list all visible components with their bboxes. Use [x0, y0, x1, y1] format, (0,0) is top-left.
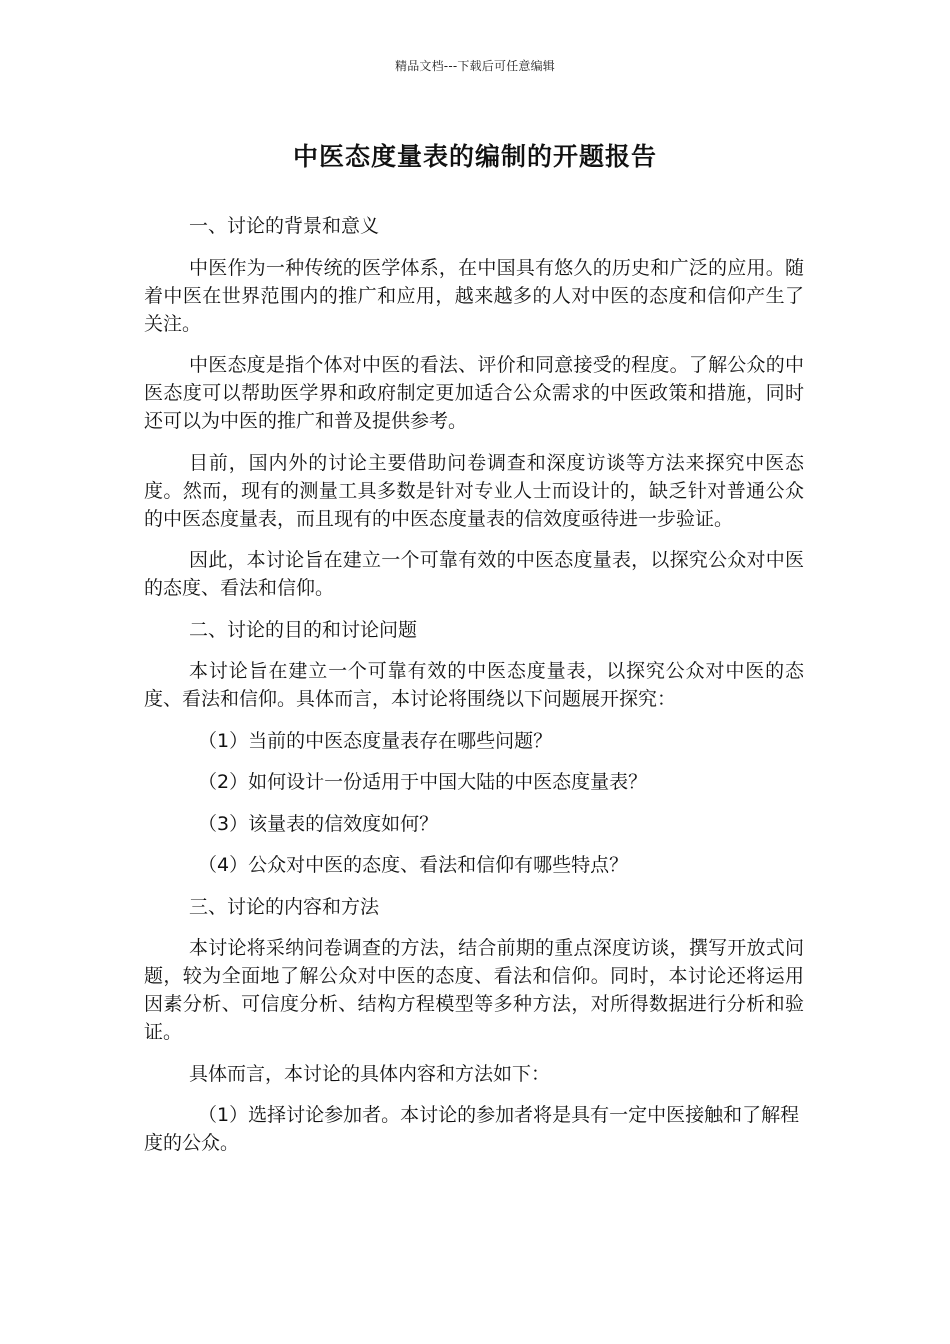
paragraph: 具体而言，本讨论的具体内容和方法如下： — [189, 1062, 551, 1085]
paragraph: 中医态度是指个体对中医的看法、评价和同意接受的程度。了解公众的中医态度可以帮助医学界和政府制定更加适合公众需求的中医政策和措施，同时还可以为中医的推广和普及提供参考。 — [144, 354, 804, 432]
paragraph: 目前，国内外的讨论主要借助问卷调查和深度访谈等方法来探究中医态度。然而，现有的测量工具多数是针对专业人士而设计的，缺乏针对普通公众的中医态度量表，而且现有的中医态度量表的信效度亟待进一步验证。 — [144, 451, 804, 530]
question-item: （1）当前的中医态度量表存在哪些问题？ — [198, 729, 553, 752]
section-heading-purpose: 二、讨论的目的和讨论问题 — [189, 618, 418, 641]
method-item: （1）选择讨论参加者。本讨论的参加者将是具有一定中医接触和了解程度的公众。 — [144, 1104, 800, 1154]
document-title: 中医态度量表的编制的开题报告 — [292, 142, 657, 171]
section-heading-background: 一、讨论的背景和意义 — [189, 215, 380, 237]
page-header-note: 精品文档---下载后可任意编辑 — [395, 59, 555, 73]
paragraph: 本讨论将采纳问卷调查的方法，结合前期的重点深度访谈，撰写开放式问题，较为全面地了解公众对中医的态度、看法和信仰。同时，本讨论还将运用因素分析、可信度分析、结构方程模型等多种方法，对所得数据进行分析和验证。 — [144, 937, 804, 1043]
question-item: （2）如何设计一份适用于中国大陆的中医态度量表？ — [198, 771, 648, 793]
paragraph: 中医作为一种传统的医学体系，在中国具有悠久的历史和广泛的应用。随着中医在世界范围内的推广和应用，越来越多的人对中医的态度和信仰产生了关注。 — [144, 256, 804, 335]
document-body — [144, 212, 804, 1171]
section-heading-methods: 三、讨论的内容和方法 — [189, 895, 380, 918]
paragraph: 本讨论旨在建立一个可靠有效的中医态度量表，以探究公众对中医的态度、看法和信仰。具体而言，本讨论将围绕以下问题展开探究： — [144, 660, 804, 710]
question-item: （3）该量表的信效度如何？ — [198, 812, 439, 835]
question-item: （4）公众对中医的态度、看法和信仰有哪些特点？ — [198, 854, 629, 876]
paragraph: 因此，本讨论旨在建立一个可靠有效的中医态度量表，以探究公众对中医的态度、看法和信仰。 — [144, 549, 804, 599]
